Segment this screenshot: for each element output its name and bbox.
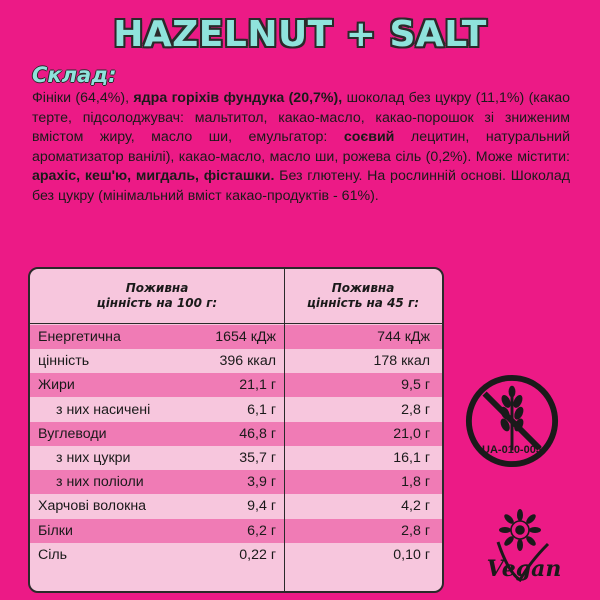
vegan-label: Vegan: [486, 556, 562, 582]
table-row: [30, 422, 442, 446]
value-per-45g: 744 кДж: [377, 329, 430, 345]
table-row: [30, 494, 442, 518]
gluten-free-code: UA-010-003: [482, 444, 542, 456]
header-per-100g: Поживна цінність на 100 г:: [96, 281, 218, 310]
nutrient-label: з них поліоли: [56, 474, 144, 491]
value-per-100g: 9,4 г: [247, 498, 276, 515]
column-divider: [284, 269, 285, 591]
value-per-100g: 396 ккал: [219, 353, 276, 370]
table-row: [30, 398, 442, 422]
nutrient-label: з них цукри: [56, 450, 131, 466]
value-per-100g: 35,7 г: [239, 450, 276, 466]
value-per-100g: 21,1 г: [239, 377, 276, 394]
value-per-45g: 16,1 г: [393, 450, 430, 466]
value-per-100g: 6,1 г: [247, 401, 276, 418]
value-per-45g: 1,8 г: [401, 474, 430, 491]
vegan-logo: [468, 502, 578, 586]
nutrient-label: Харчові волокна: [38, 498, 147, 515]
ingredients-part-bold: арахіс, кеш'ю, мигдаль, фісташки.: [32, 168, 275, 184]
nutrition-table: [28, 267, 444, 593]
value-per-45g: 2,8 г: [401, 401, 430, 418]
value-per-45g: 9,5 г: [401, 377, 430, 394]
value-per-45g: 21,0 г: [393, 425, 430, 442]
table-row: [30, 470, 442, 494]
header-per-45g: Поживна цінність на 45 г:: [306, 281, 420, 310]
ingredients-part-bold: соєвий: [343, 129, 395, 145]
value-per-45g: 178 ккал: [373, 353, 430, 370]
value-per-100g: 46,8 г: [239, 425, 276, 442]
value-per-45g: 0,10 г: [393, 546, 430, 563]
ingredients-part: шоколад без цукру (11,1%) (какао терте, підсолоджувач: мальтитол, какао-масло, какао-порошок зі зниженим вмістом жиру, масло ши, емульгатор:: [32, 90, 571, 145]
ingredients-part: Фініки (64,4%),: [32, 90, 134, 106]
ingredients-heading: Склад:: [32, 63, 117, 87]
nutrient-label: Сіль: [38, 546, 68, 563]
value-per-100g: 6,2 г: [247, 522, 276, 539]
table-row: [30, 349, 442, 373]
value-per-100g: 0,22 г: [239, 546, 276, 563]
value-per-100g: 3,9 г: [247, 474, 276, 491]
nutrient-label: Вуглеводи: [38, 425, 107, 442]
nutrient-label: з них насичені: [56, 401, 151, 418]
nutrition-table-header: [30, 269, 442, 324]
table-row: [30, 325, 442, 349]
ingredients-text: [32, 89, 570, 206]
table-row: [30, 543, 442, 567]
value-per-45g: 2,8 г: [401, 522, 430, 539]
nutrient-label: цінність: [38, 353, 90, 370]
value-per-45g: 4,2 г: [401, 498, 430, 515]
table-row: [30, 373, 442, 397]
nutrient-label: Жири: [38, 377, 75, 394]
ingredients-part: Без глютену. На рослинній основі. Шоколад без цукру (мінімальний вміст какао-продуктів - 61%).: [32, 168, 570, 204]
ingredients-part: лецитин, натуральний ароматизатор ванілі), какао-масло, масло ши, рожева сіль (0,2%). Може містити:: [32, 129, 570, 165]
nutrient-label: Білки: [38, 522, 73, 539]
table-row: [30, 446, 442, 470]
value-per-100g: 1654 кДж: [215, 329, 276, 345]
ingredients-part-bold: ядра горіхів фундука (20,7%),: [133, 90, 343, 106]
table-row: [30, 519, 442, 543]
nutrient-label: Енергетична: [38, 329, 121, 345]
product-title: HAZELNUT + SALT: [113, 14, 487, 55]
